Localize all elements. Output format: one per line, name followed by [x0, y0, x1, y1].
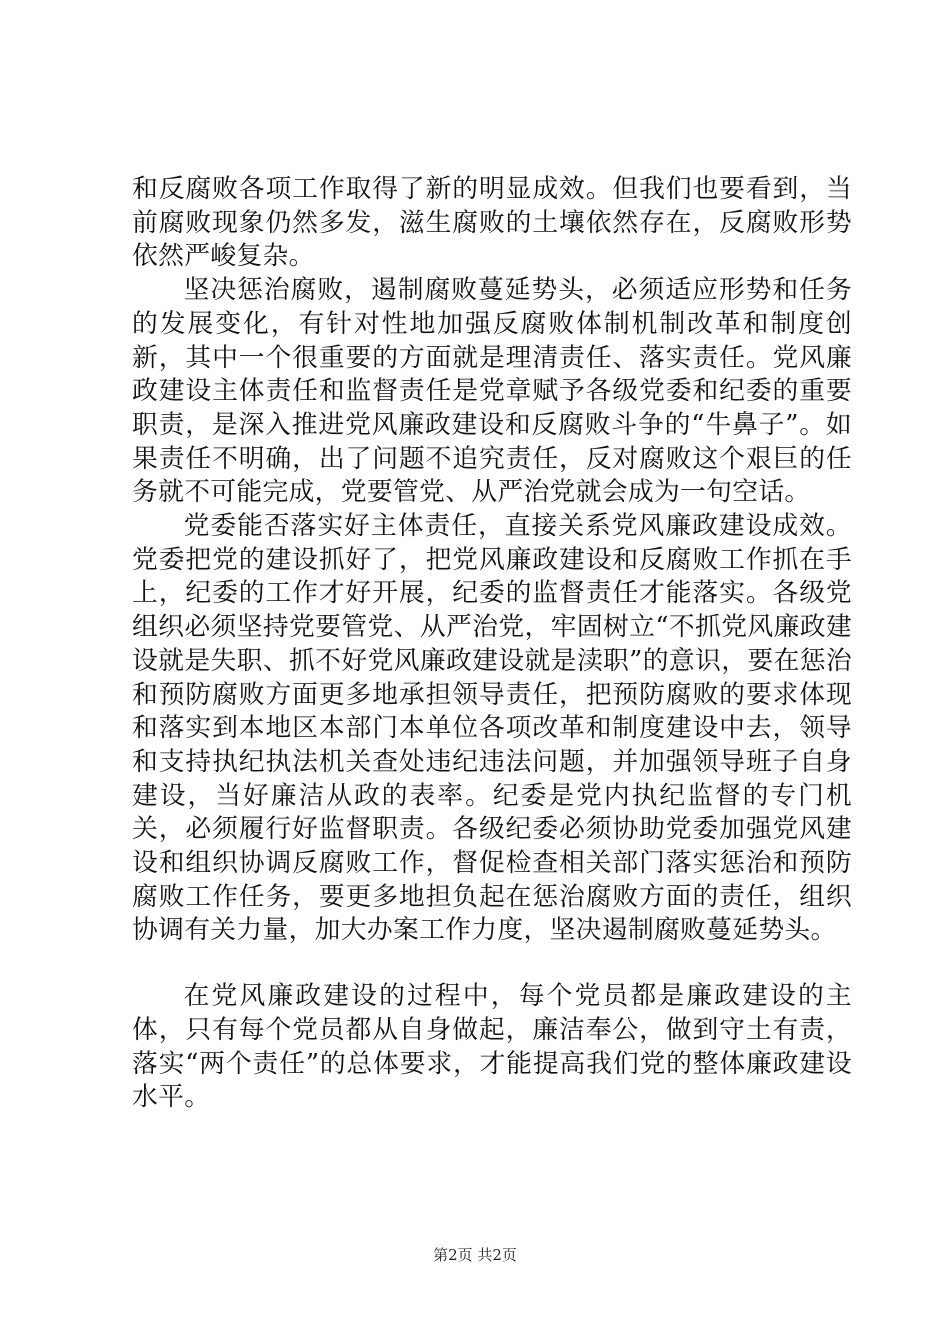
document-body	[132, 173, 852, 1115]
paragraph-3: 党委能否落实好主体责任，直接关系党风廉政建设成效。党委把党的建设抓好了，把党风廉政建设和反腐败工作抓在手上，纪委的工作才好开展，纪委的监督责任才能落实。各级党组织必须坚持党要管党、从严治党，牢固树立“不抓党风廉政建设就是失职、抓不好党风廉政建设就是渎职”的意识，要在惩治和预防腐败方面更多地承担领导责任，把预防腐败的要求体现和落实到本地区本部门本单位各项改革和制度建设中去，领导和支持执纪执法机关查处违纪违法问题，并加强领导班子自身建设，当好廉洁从政的表率。纪委是党内执纪监督的专门机关，必须履行好监督职责。各级纪委必须协助党委加强党风建设和组织协调反腐败工作，督促检查相关部门落实惩治和预防腐败工作任务，要更多地担负起在惩治腐败方面的责任，组织协调有关力量，加大办案工作力度，坚决遏制腐败蔓延势头。	[132, 511, 852, 946]
paragraph-4: 在党风廉政建设的过程中，每个党员都是廉政建设的主体，只有每个党员都从自身做起，廉洁奉公，做到守土有责，落实“两个责任”的总体要求，才能提高我们党的整体廉政建设水平。	[132, 981, 852, 1113]
page-number-footer: 第2页 共2页	[433, 1246, 517, 1264]
paragraph-1: 和反腐败各项工作取得了新的明显成效。但我们也要看到，当前腐败现象仍然多发，滋生腐败的土壤依然存在，反腐败形势依然严峻复杂。	[132, 174, 852, 272]
paragraph-2: 坚决惩治腐败，遏制腐败蔓延势头，必须适应形势和任务的发展变化，有针对性地加强反腐败体制机制改革和制度创新，其中一个很重要的方面就是理清责任、落实责任。党风廉政建设主体责任和监督责任是党章赋予各级党委和纪委的重要职责，是深入推进党风廉政建设和反腐败斗争的“牛鼻子”。如果责任不明确，出了问题不追究责任，反对腐败这个艰巨的任务就不可能完成，党要管党、从严治党就会成为一句空话。	[132, 275, 852, 508]
